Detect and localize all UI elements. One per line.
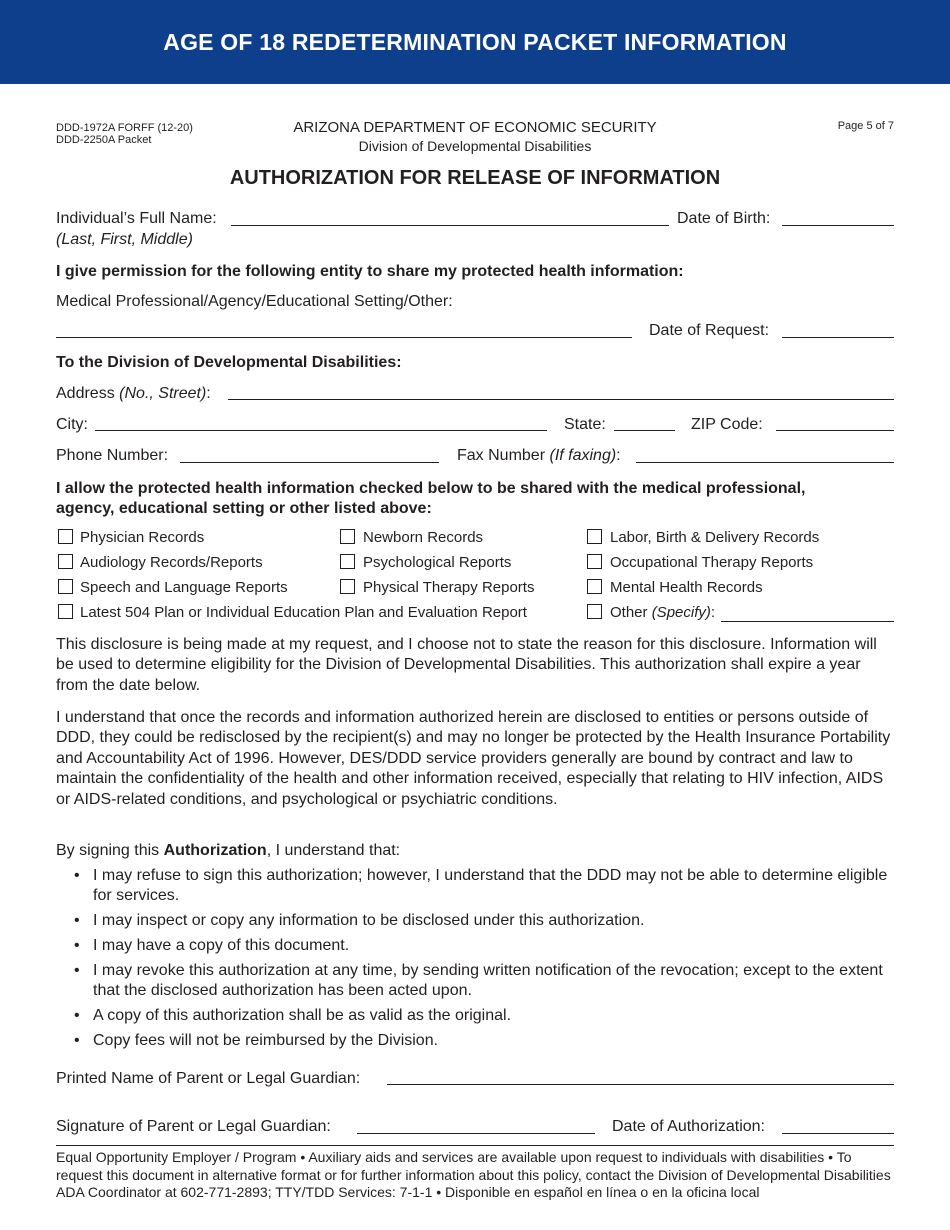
audiology-label: Audiology Records/Reports	[80, 554, 263, 571]
occupational-checkbox[interactable]	[587, 554, 602, 569]
date-auth-field[interactable]	[782, 1133, 894, 1134]
phone-label: Phone Number:	[56, 447, 169, 464]
form-title: AUTHORIZATION FOR RELEASE OF INFORMATION	[229, 167, 721, 189]
psychological-checkbox[interactable]	[340, 554, 355, 569]
form-number: DDD-1972A FORFF (12-20)	[56, 122, 193, 134]
to-division-heading: To the Division of Developmental Disabilities:	[56, 354, 402, 371]
physician-label: Physician Records	[80, 529, 205, 546]
page-number: Page 5 of 7	[837, 120, 894, 132]
occupational-label: Occupational Therapy Reports	[610, 554, 814, 571]
fax-label: Fax Number	[457, 447, 546, 464]
address-field[interactable]	[228, 399, 894, 400]
signature-field[interactable]	[357, 1133, 595, 1134]
state-field[interactable]	[614, 430, 675, 431]
records-heading-1: I allow the protected health information checked below to be shared with the medical professional,	[56, 480, 806, 497]
packet-number: DDD-2250A Packet	[56, 134, 152, 146]
date-request-label: Date of Request:	[649, 322, 770, 339]
plan504-label: Latest 504 Plan or Individual Education Plan and Evaluation Report	[80, 604, 527, 621]
mental-label: Mental Health Records	[610, 579, 763, 596]
entity-label: Medical Professional/Agency/Educational Setting/Other:	[56, 293, 453, 310]
speech-checkbox[interactable]	[58, 579, 73, 594]
physician-checkbox[interactable]	[58, 529, 73, 544]
fax-label-wrap: Fax Number (If faxing):	[457, 447, 621, 464]
state-label: State:	[564, 416, 606, 433]
newborn-label: Newborn Records	[363, 529, 484, 546]
city-field[interactable]	[95, 430, 547, 431]
address-label: Address	[56, 385, 115, 402]
other-label-wrap: Other (Specify):	[610, 604, 716, 621]
psychological-label: Psychological Reports	[363, 554, 512, 571]
signature-label: Signature of Parent or Legal Guardian:	[56, 1118, 331, 1135]
banner-title: AGE OF 18 REDETERMINATION PACKET INFORMATION	[163, 28, 787, 55]
physical-checkbox[interactable]	[340, 579, 355, 594]
printed-name-label: Printed Name of Parent or Legal Guardian:	[56, 1070, 361, 1087]
dob-field[interactable]	[782, 225, 894, 226]
phone-field[interactable]	[180, 462, 439, 463]
other-field[interactable]	[721, 621, 894, 622]
zip-field[interactable]	[776, 430, 894, 431]
signing-intro: By signing this Authorization, I understand that:	[56, 842, 401, 859]
footer-text: Equal Opportunity Employer / Program • Auxiliary aids and services are available upon request to individuals with disabilities • To request this document in alternative format or for further information about this policy, contact the Division of Developmental Disabilities ADA Coordinator at 602-771-2893; TTY/TDD Services: 7-1-1 • Disponible en español en línea o en la oficina local	[56, 1149, 891, 1200]
division-name: Division of Developmental Disabilities	[358, 138, 592, 154]
physical-label: Physical Therapy Reports	[363, 579, 535, 596]
permission-heading: I give permission for the following entity to share my protected health information:	[56, 263, 684, 280]
other-hint: (Specify)	[651, 604, 711, 621]
full-name-label: Individual’s Full Name:	[56, 210, 217, 227]
city-label: City:	[56, 416, 88, 433]
zip-label: ZIP Code:	[691, 416, 763, 433]
agency-name: ARIZONA DEPARTMENT OF ECONOMIC SECURITY	[293, 119, 657, 136]
fax-field[interactable]	[636, 462, 894, 463]
audiology-checkbox[interactable]	[58, 554, 73, 569]
address-label-wrap: Address (No., Street):	[56, 385, 211, 402]
redisclosure-paragraph: I understand that once the records and information authorized herein are disclosed to entities or persons outside of DDD, they could be redisclosed by the recipient(s) and may no longer be protected by the Health Insurance Portability and Accountability Act of 1996. However, DES/DDD service providers generally are bound by contract and law to maintain the confidentiality of the health and other information received, especially that relating to HIV infection, AIDS or AIDS-related conditions, and psychological or psychiatric conditions.	[56, 709, 891, 808]
mental-checkbox[interactable]	[587, 579, 602, 594]
speech-label: Speech and Language Reports	[80, 579, 288, 596]
newborn-checkbox[interactable]	[340, 529, 355, 544]
dob-label: Date of Birth:	[677, 210, 771, 227]
full-name-hint: (Last, First, Middle)	[56, 231, 193, 248]
date-auth-label: Date of Authorization:	[612, 1118, 765, 1135]
address-hint: (No., Street)	[119, 385, 207, 402]
disclosure-paragraph: This disclosure is being made at my request, and I choose not to state the reason for this disclosure. Information will be used to determine eligibility for the Division of Developmental Disabilities. This authorization shall expire a year from the date below.	[56, 636, 877, 694]
labor-checkbox[interactable]	[587, 529, 602, 544]
records-heading-2: agency, educational setting or other listed above:	[56, 500, 432, 517]
footer-divider	[56, 1145, 894, 1146]
other-checkbox[interactable]	[587, 604, 602, 619]
fax-hint: (If faxing)	[549, 447, 617, 464]
entity-field[interactable]	[56, 337, 632, 338]
plan504-checkbox[interactable]	[58, 604, 73, 619]
other-label: Other	[610, 604, 648, 621]
full-name-field[interactable]	[231, 225, 669, 226]
printed-name-field[interactable]	[387, 1084, 894, 1085]
labor-label: Labor, Birth & Delivery Records	[610, 529, 820, 546]
page-banner	[0, 0, 950, 84]
date-request-field[interactable]	[782, 337, 894, 338]
